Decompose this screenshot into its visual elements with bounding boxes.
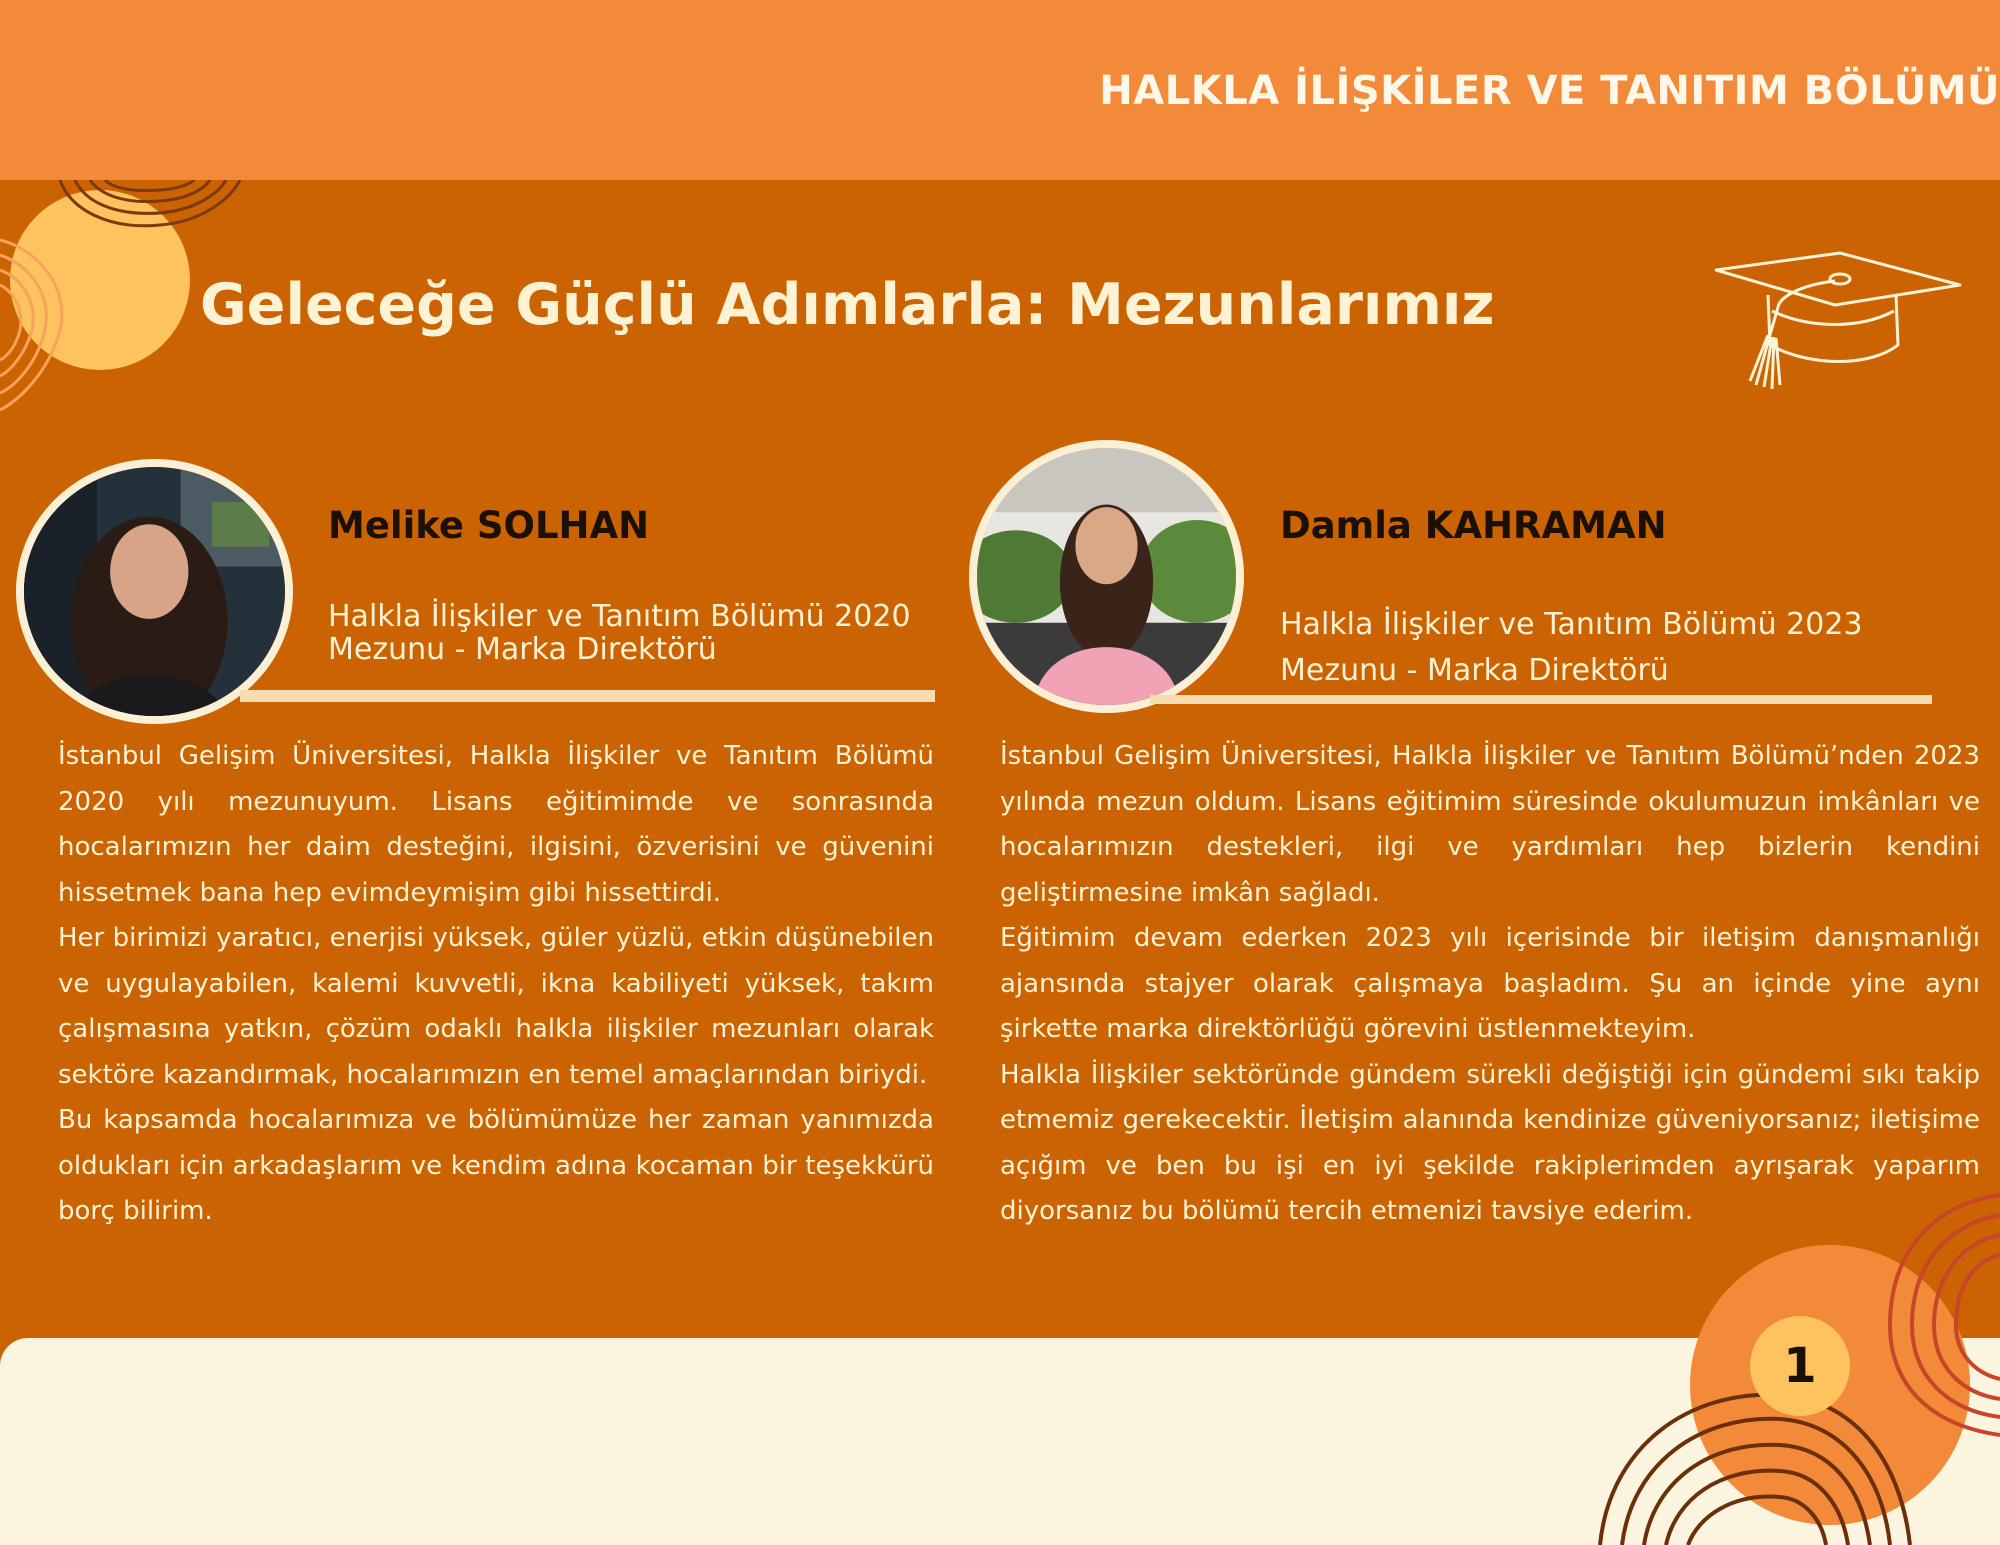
testimonial-paragraph: Eğitimim devam ederken 2023 yılı içerisinde bir iletişim danışmanlığı ajansında stajyer olarak çalışmaya başladım. Şu an içinde yine aynı şirkette marka direktörlüğü görevini üstlenmekteyim. — [1000, 923, 1980, 1044]
page-title: Geleceğe Güçlü Adımlarla: Mezunlarımız — [200, 272, 1495, 338]
page-number-badge: 1 — [1750, 1316, 1850, 1416]
graduate-testimonial — [1000, 734, 1980, 1235]
portrait-photo — [977, 448, 1236, 705]
graduate-role-line2: Mezunu - Marka Direktörü — [1280, 653, 1669, 688]
graduate-name: Damla KAHRAMAN — [1280, 504, 1667, 547]
graduate-testimonial — [58, 734, 934, 1235]
divider-rule — [1150, 695, 1932, 704]
portrait-photo — [24, 467, 285, 716]
divider-rule — [240, 690, 935, 702]
testimonial-paragraph: Her birimizi yaratıcı, enerjisi yüksek, güler yüzlü, etkin düşünebilen ve uygulayabilen, kalemi kuvvetli, ikna kabiliyeti yüksek, takım çalışmasına yatkın, çözüm odaklı halkla ilişkiler mezunları olarak sektöre kazandırmak, hocalarımızın en temel amaçlarından biriydi. — [58, 923, 934, 1090]
testimonial-paragraph: Halkla İlişkiler sektöründe gündem sürekli değiştiği için gündemi sıkı takip etmemiz gerekecektir. İletişim alanında kendinize güveniyorsanız; iletişime açığım ve ben bu işi en iyi şekilde rakiplerimden ayrışarak yaparım diyorsanız bu bölümü tercih etmenizi tavsiye ederim. — [1000, 1059, 1980, 1226]
graduate-name: Melike SOLHAN — [328, 504, 650, 547]
header-bar — [0, 0, 2000, 180]
graduate-role-line2: Mezunu - Marka Direktörü — [328, 632, 717, 667]
graduate-photo-damla — [969, 440, 1244, 713]
testimonial-paragraph: İstanbul Gelişim Üniversitesi, Halkla İlişkiler ve Tanıtım Bölümü’nden 2023 yılında mezun oldum. Lisans eğitimim süresinde okulumuzun imkânları ve hocalarımızın destekleri, ilgi ve yardımları hep bizlerin kendini geliştirmesine imkân sağladı. — [1000, 741, 1980, 908]
graduate-role — [328, 600, 968, 666]
testimonial-paragraph: Bu kapsamda hocalarımıza ve bölümümüze her zaman yanımızda oldukları için arkadaşlarım ve kendim adına kocaman bir teşekkürü borç bilirim. — [58, 1105, 934, 1226]
graduate-role-line1: Halkla İlişkiler ve Tanıtım Bölümü 2023 — [1280, 607, 1863, 642]
department-title: HALKLA İLİŞKİLER VE TANITIM BÖLÜMÜ — [1099, 68, 2000, 114]
graduation-cap-icon — [1690, 245, 1970, 395]
testimonial-paragraph: İstanbul Gelişim Üniversitesi, Halkla İlişkiler ve Tanıtım Bölümü 2020 yılı mezunuyum. Lisans eğitimimde ve sonrasında hocalarımızın her daim desteğini, ilgisini, özverisini ve güvenini hissetmek bana hep evimdeymişim gibi hissettirdi. — [58, 741, 934, 908]
graduate-photo-melike — [16, 459, 293, 724]
graduate-role — [1280, 602, 1920, 694]
graduate-role-line1: Halkla İlişkiler ve Tanıtım Bölümü 2020 — [328, 599, 911, 634]
